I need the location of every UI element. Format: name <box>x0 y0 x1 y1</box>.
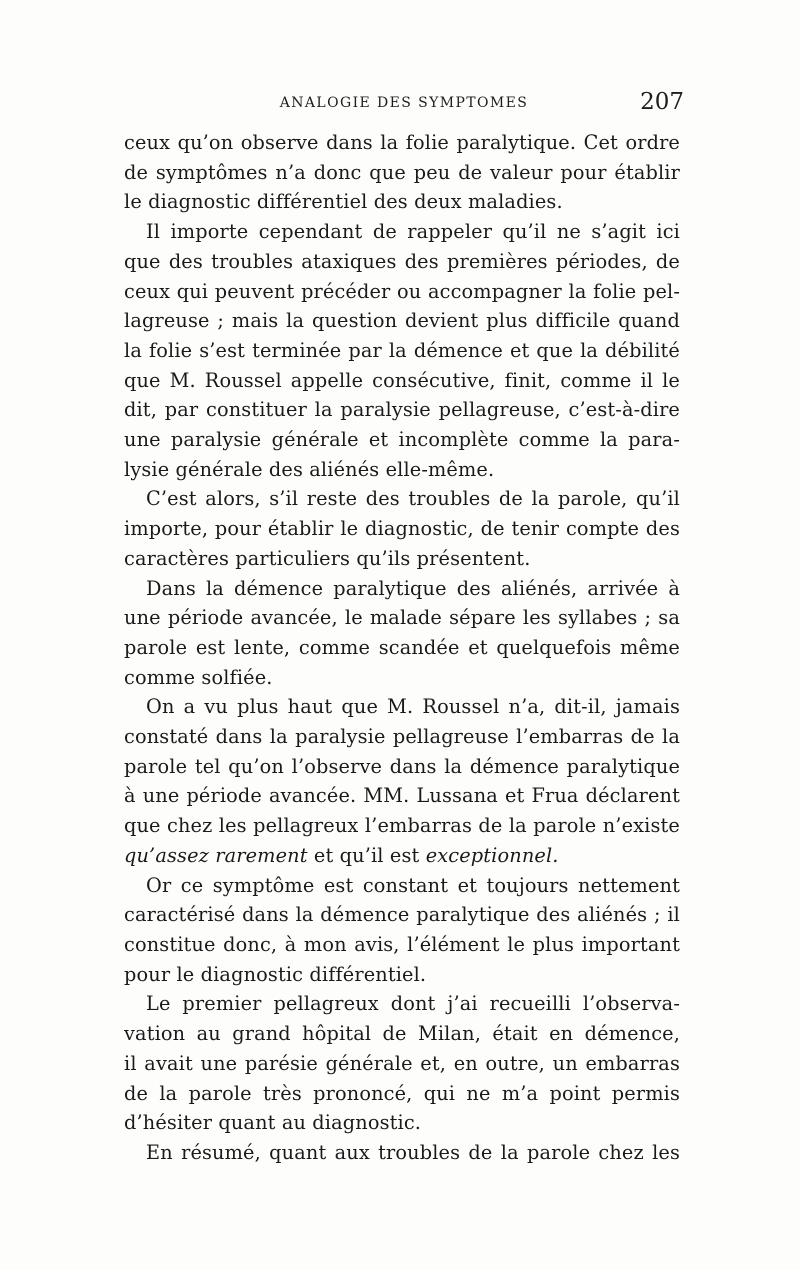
text-line: d’hésiter quant au diagnostic. <box>124 1111 422 1135</box>
text-line: comme solfiée. <box>124 665 273 689</box>
text-line: de la parole très prononcé, qui ne m’a point permis <box>124 1081 680 1105</box>
italic-phrase: qu’assez rarement <box>124 843 308 867</box>
text-line: parole est lente, comme scandée et quelquefois même <box>124 635 680 659</box>
text-line: caractères particuliers qu’ils présentent. <box>124 546 531 570</box>
text-line-mixed <box>124 841 680 871</box>
paragraph-start-line: Le premier pellagreux dont j’ai recueilli l’observa- <box>146 992 680 1016</box>
text-line: le diagnostic différentiel des deux maladies. <box>124 190 563 214</box>
text-line: que M. Roussel appelle consécutive, finit, comme il le <box>124 368 680 392</box>
text-line: que chez les pellagreux l’embarras de la parole n’existe <box>124 814 680 838</box>
text-line: constaté dans la paralysie pellagreuse l’embarras de la <box>124 725 680 749</box>
text-line: parole tel qu’on l’observe dans la démence paralytique <box>124 754 680 778</box>
paragraph-start-line: C’est alors, s’il reste des troubles de la parole, qu’il <box>146 487 680 511</box>
text-line: dit, par constituer la paralysie pellagreuse, c’est-à-dire <box>124 398 680 422</box>
text-line: lagreuse ; mais la question devient plus difficile quand <box>124 309 680 333</box>
text-line: lysie générale des aliénés elle-même. <box>124 457 495 481</box>
running-title: ANALOGIE DES SYMPTOMES <box>279 95 529 111</box>
text-line: à une période avancée. MM. Lussana et Frua déclarent <box>124 784 680 808</box>
text-line: ceux qui peuvent précéder ou accompagner la folie pel- <box>124 279 680 303</box>
paragraph-start-line: Il importe cependant de rappeler qu’il ne s’agit ici <box>146 220 680 244</box>
page-number: 207 <box>640 89 684 115</box>
plain-phrase: et qu’il est <box>307 843 426 867</box>
text-line: une période avancée, le malade sépare les syllabes ; sa <box>124 606 680 630</box>
text-line: de symptômes n’a donc que peu de valeur pour établir <box>124 160 680 184</box>
paragraph-start-line: Or ce symptôme est constant et toujours nettement <box>146 873 680 897</box>
body-text <box>124 128 680 1168</box>
paragraph-start-line: Dans la démence paralytique des aliénés, arrivée à <box>146 576 680 600</box>
text-line: vation au grand hôpital de Milan, était en démence, <box>124 1022 680 1046</box>
text-line: importe, pour établir le diagnostic, de tenir compte des <box>124 517 680 541</box>
text-line: ceux qu’on observe dans la folie paralytique. Cet ordre <box>124 131 680 154</box>
paragraph-start-line: On a vu plus haut que M. Roussel n’a, dit-il, jamais <box>146 695 680 719</box>
running-header <box>124 91 684 121</box>
text-line: la folie s’est terminée par la démence et que la débilité <box>124 338 680 362</box>
text-line: constitue donc, à mon avis, l’élément le plus important <box>124 932 680 956</box>
paragraph-start-line: En résumé, quant aux troubles de la parole chez les <box>146 1140 680 1164</box>
text-line: que des troubles ataxiques des premières périodes, de <box>124 249 680 273</box>
text-line: pour le diagnostic différentiel. <box>124 962 427 986</box>
text-line: une paralysie générale et incomplète comme la para- <box>124 428 680 452</box>
italic-phrase: exceptionnel. <box>425 843 559 867</box>
text-line: il avait une parésie générale et, en outre, un embarras <box>124 1051 680 1075</box>
text-line: caractérisé dans la démence paralytique des aliénés ; il <box>124 903 680 927</box>
